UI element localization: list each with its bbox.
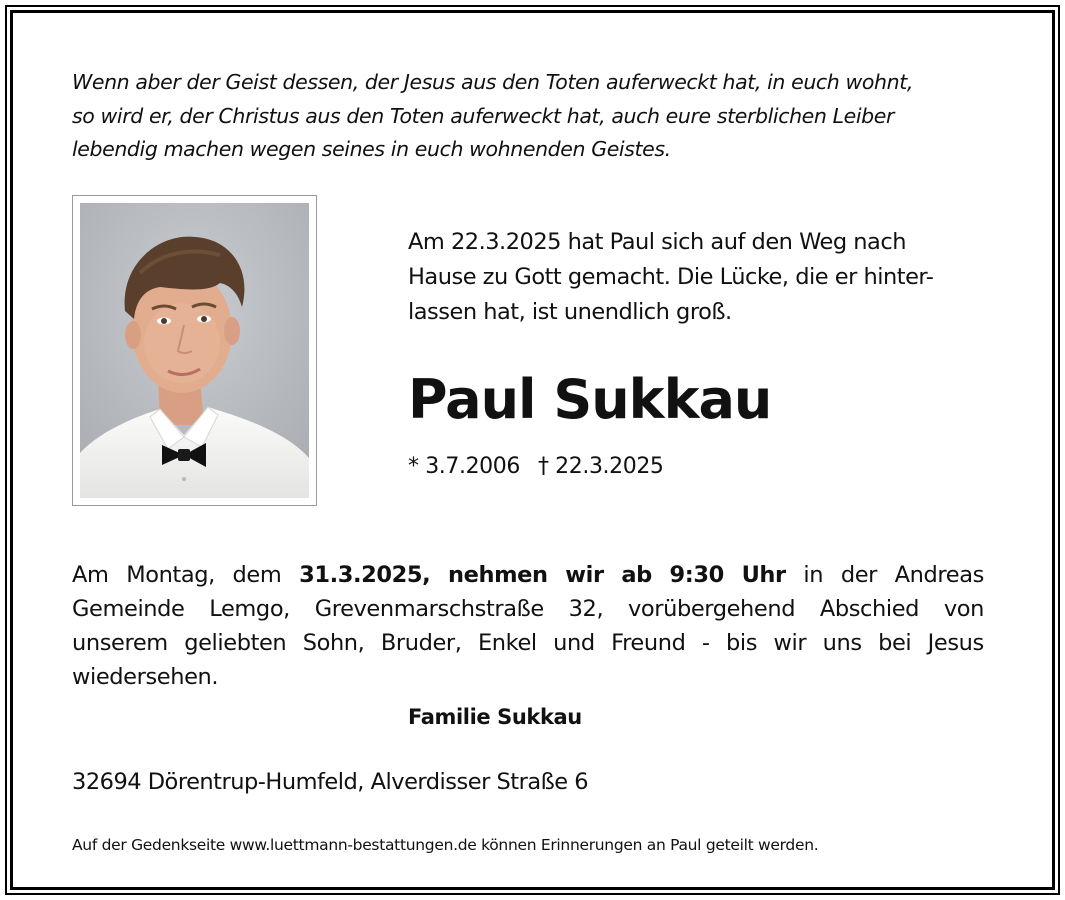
word: und [553, 630, 595, 656]
life-dates [408, 452, 664, 482]
ear-left [125, 321, 141, 349]
portrait-frame [72, 195, 317, 506]
word: unserem [72, 630, 168, 656]
memorial-page-note: Auf der Gedenkseite www.luettmann-bestattungen.de können Erinnerungen an Paul geteilt werden. [72, 836, 819, 854]
word: Am [72, 562, 109, 588]
word: dem [232, 562, 282, 588]
intro-text [408, 225, 984, 330]
service-line-1 [72, 558, 984, 592]
word: vorübergehend [627, 596, 796, 622]
bible-verse [72, 66, 984, 167]
portrait-illustration [80, 203, 309, 498]
word: Andreas [894, 562, 984, 588]
service-line-3 [72, 626, 984, 660]
word: 32, [568, 596, 604, 622]
word: Freund [611, 630, 686, 656]
deceased-name: Paul Sukkau [408, 368, 772, 431]
service-date: 31.3.2025, [299, 562, 431, 588]
word: Sohn, [302, 630, 365, 656]
word: uns [822, 630, 862, 656]
intro-line: lassen hat, ist unendlich groß. [408, 299, 732, 325]
verse-line: lebendig machen wegen seines in euch wohnenden Geistes. [72, 137, 671, 161]
word: Lemgo, [209, 596, 290, 622]
word: Grevenmarschstraße [314, 596, 544, 622]
intro-line: Am 22.3.2025 hat Paul sich auf den Weg nach [408, 229, 906, 255]
word: ab [621, 562, 652, 588]
word: nehmen [447, 562, 548, 588]
family-address: 32694 Dörentrup-Humfeld, Alverdisser Straße 6 [72, 769, 589, 795]
bow-tie-knot [178, 449, 190, 461]
service-line-2 [72, 592, 984, 626]
intro-line: Hause zu Gott gemacht. Die Lücke, die er hinter- [408, 264, 934, 290]
word: wir [565, 562, 604, 588]
verse-line: so wird er, der Christus aus den Toten auferweckt hat, auch eure sterblichen Leiber [72, 103, 894, 128]
service-time: 9:30 [669, 562, 724, 588]
ear-right [224, 317, 240, 345]
word: Gemeinde [72, 596, 185, 622]
word: Abschied [819, 596, 920, 622]
word: Jesus [927, 630, 984, 656]
service-line-4 [72, 660, 984, 694]
verse-line: Wenn aber der Geist dessen, der Jesus aus den Toten auferweckt hat, in euch wohnt, [72, 70, 913, 94]
birth-date: * 3.7.2006 [408, 454, 520, 479]
death-date: † 22.3.2025 [537, 454, 664, 479]
family-signature: Familie Sukkau [408, 705, 582, 729]
word: wir [773, 630, 807, 656]
word: wiedersehen. [72, 664, 219, 690]
word: in [803, 562, 824, 588]
word: - [701, 630, 710, 656]
word: bei [878, 630, 912, 656]
word: von [943, 596, 984, 622]
word: der [840, 562, 877, 588]
word: Enkel [477, 630, 537, 656]
service-announcement [72, 558, 984, 694]
word: geliebten [184, 630, 287, 656]
portrait-photo [80, 203, 309, 498]
word: Montag, [126, 562, 215, 588]
word: Uhr [741, 562, 786, 588]
word: Bruder, [380, 630, 462, 656]
word: bis [726, 630, 758, 656]
